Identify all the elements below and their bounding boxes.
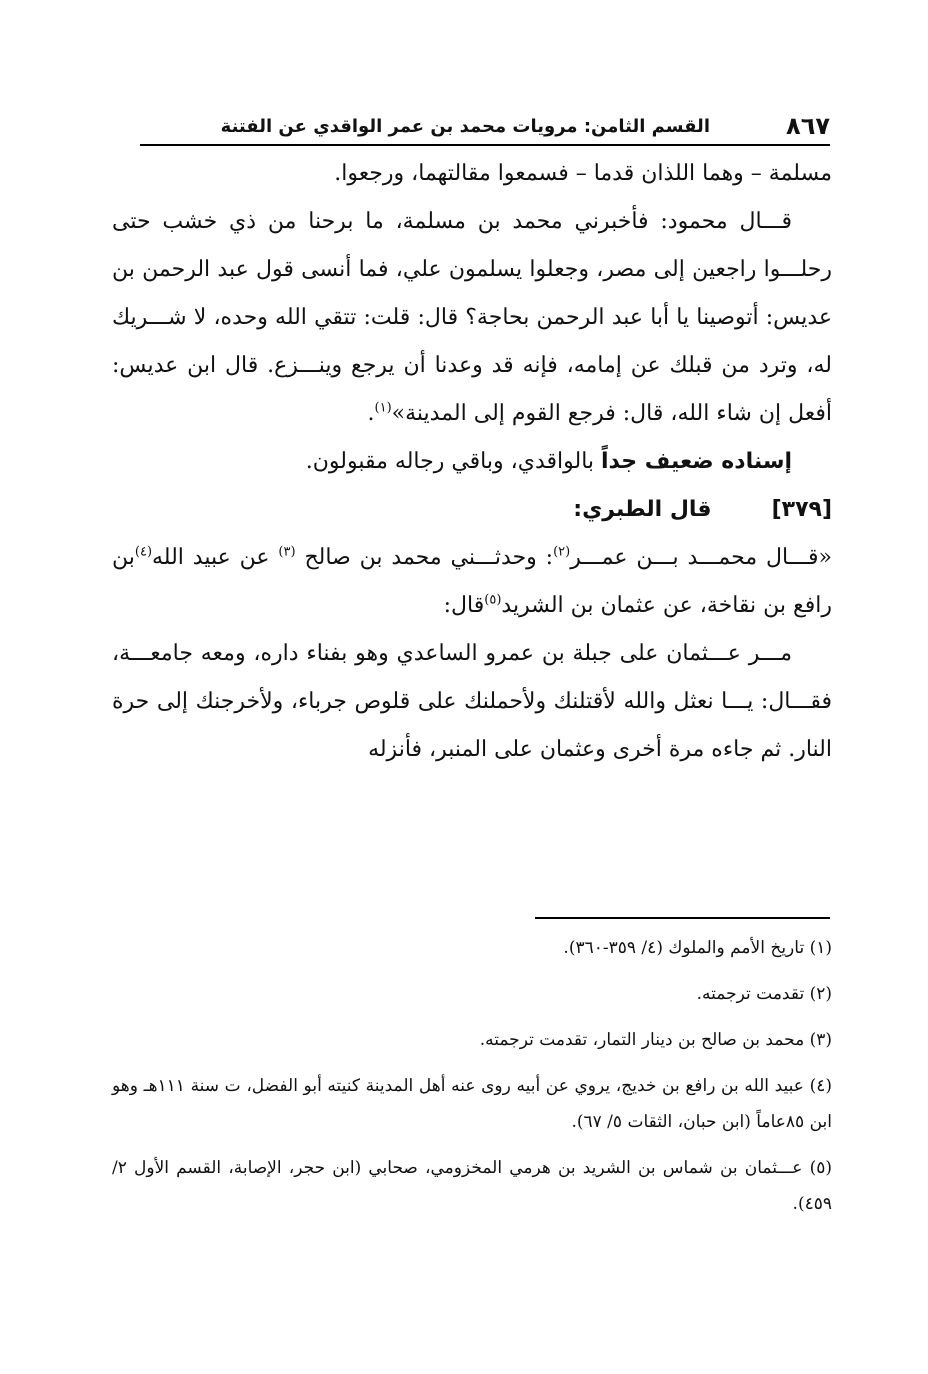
paragraph-2-text: قـــال محمود: فأخبرني محمد بن مسلمة، ما برحنا من ذي خشب حتى رحلـــوا راجعين إلى مصر، وجعلوا يسلمون علي، فما أنسى قول عبد الرحمن بن عديس: أتوصينا يا أبا عبد الرحمن بحاجة؟ قال: قلت: تتقي الله وحده، لا شـــريك له، وترد من قبلك عن إمامه، فإنه قد وعدنا أن يرجع وينـــزع. قال ابن عديس: أفعل إن شاء الله، قال: فرجع القوم إلى المدينة» [112,209,832,426]
footnote-ref-3[interactable]: (٣) [278,544,296,560]
grading-bold: إسناده ضعيف جداً [601,449,792,474]
footnotes [112,930,832,1232]
footnote-ref-2[interactable]: (٢) [553,544,571,560]
paragraph-4 [112,534,832,630]
footnote-2: (٢) تقدمت ترجمته. [696,984,832,1004]
entry-number: [٣٧٩] [771,497,832,522]
isnad-grading [112,438,832,486]
footnote-ref-5[interactable]: (٥) [484,592,502,608]
page-header [140,108,830,146]
p4-part-c: عن عبيد الله [152,545,279,570]
main-text [112,150,832,774]
page-number: ٨٦٧ [786,112,830,140]
footnote-separator [535,917,830,919]
paragraph-5: مـــر عـــثمان على جبلة بن عمرو الساعدي وهو بفناء داره، ومعه جامعـــة، فقـــال: يـــا نعثل والله لأقتلنك ولأحملنك على قلوص جرباء، ولأخرجنك إلى حرة النار. ثم جاءه مرة أخرى وعثمان على المنبر، فأنزله [112,641,832,762]
paragraph-1: مسلمة – وهما اللذان قدما – فسمعوا مقالتهما، ورجعوا. [334,161,832,186]
footnote-1: (١) تاريخ الأمم والملوك (٤/ ٣٥٩-٣٦٠). [563,938,832,958]
paragraph-2-end: . [367,401,375,426]
footnote-ref-4[interactable]: (٤) [134,544,153,560]
footnote-4: (٤) عبيد الله بن رافع بن خديج، يروي عن أبيه روى عنه أهل المدينة كنيته أبو الفضل، ت سنة ١١١هـ وهو ابن ٨٥عاماً (ابن حبان، الثقات ٥/ ٦٧). [112,1076,832,1132]
grading-rest: بالواقدي، وباقي رجاله مقبولون. [305,449,602,474]
p4-part-d: بن رافع بن نقاخة، عن عثمان بن الشريد [112,545,832,618]
p4-part-b: : وحدثـــني محمد بن صالح [295,545,554,570]
entry-source: قال الطبري: [573,497,712,522]
entry-heading [112,486,832,534]
p4-part-a: «قـــال محمـــد بـــن عمـــر [570,545,832,570]
running-title: القسم الثامن: مرويات محمد بن عمر الواقدي عن الفتنة [220,116,710,137]
footnote-5: (٥) عـــثمان بن شماس بن الشريد بن هرمي المخزومي، صحابي (ابن حجر، الإصابة، القسم الأول ٢/ ٤٥٩). [112,1158,832,1214]
footnote-3: (٣) محمد بن صالح بن دينار التمار، تقدمت ترجمته. [479,1030,832,1050]
footnote-ref-1[interactable]: (١) [374,400,392,416]
paragraph-2 [112,198,832,438]
p4-part-e: قال: [443,593,485,618]
